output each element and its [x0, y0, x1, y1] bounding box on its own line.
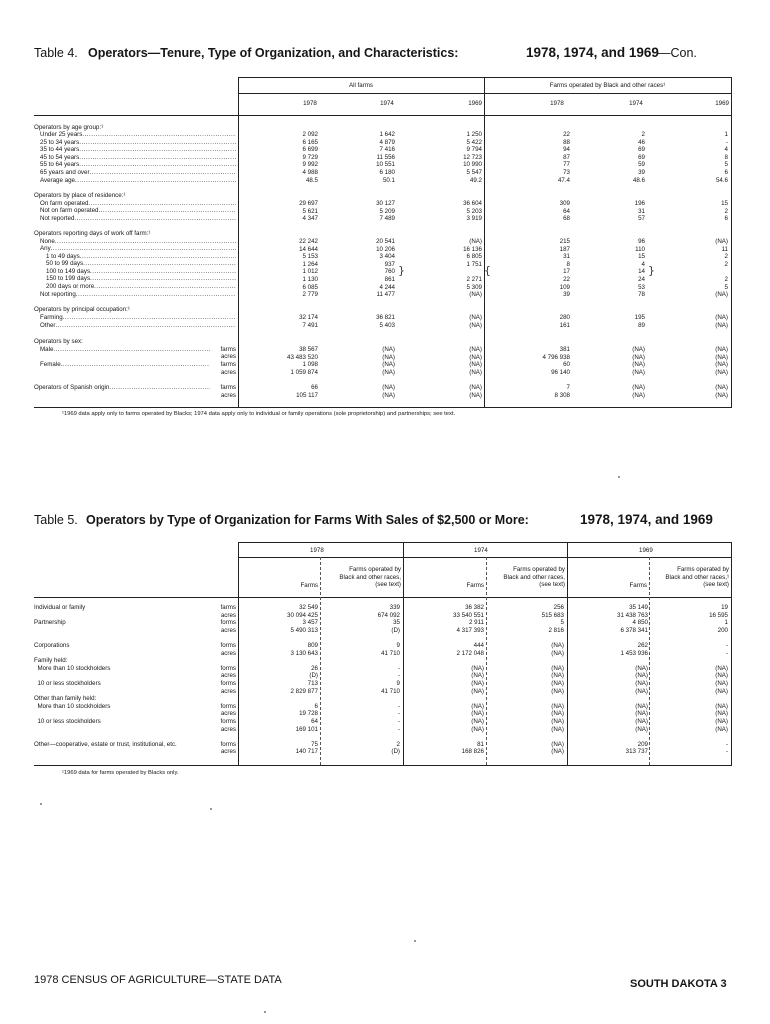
table4-row-label: Farming .....	[40, 314, 236, 322]
table4-row-label: 100 to 149 days .....	[46, 268, 236, 276]
table4-unit: acres	[220, 392, 236, 399]
table4-group-black-farms: Farms operated by Black and other races¹	[549, 82, 666, 89]
table4-row-label: 35 to 44 years .....	[40, 146, 236, 154]
table4-col-all-1969: (NA) (NA)	[469, 384, 482, 399]
table4-title-years: 1978, 1974, and 1969	[526, 45, 659, 60]
table4-row-label: Not reported .....	[40, 215, 236, 223]
table5-col-black-1974-values: 256 515 683 5 2 816 (NA) (NA) (NA) (NA) (NA) (NA) (NA) (NA) (NA) (NA) (NA) (NA)	[541, 604, 564, 756]
table4-col-all-1978: 38 567 43 483 520 1 098 1 059 874	[287, 346, 318, 376]
table5-col-black-1969: Farms operated by Black and other races,¹ (see text)	[665, 566, 729, 589]
table4-row-label: None .....	[40, 238, 236, 246]
table5-col-black-1978-values: 339 674 092 35 (D) 9 41 710 - - 9 41 710 - - - - 2 (D)	[377, 604, 400, 756]
table5-col-farms-1978-values: 32 549 30 094 425 3 457 5 490 313 809 3 130 643 26 (D) 713 2 829 877 6 19 728 64 169 101 75 140 717	[287, 604, 318, 756]
table5-title-text: Operators by Type of Organization for Farms With Sales of $2,500 or More:	[86, 513, 529, 527]
table4-col-all-1974: (NA) (NA) (NA) (NA)	[382, 346, 395, 376]
table4-col-black-1978: 280 161	[559, 314, 570, 329]
table4-col-black-1974: 196 31 57	[634, 200, 645, 223]
table5-row-labels: Individual or family Partnership Corporations Family held: More than 10 stockholders 10 or less stockholders Other than family held: More than 10 stockholders 10 or less stockholders Other—cooperative, estate or trust, institutional, etc.	[34, 604, 177, 748]
table4-row-label: 25 to 34 years .....	[40, 139, 236, 147]
table4-heading-residence: Operators by place of residence:¹	[34, 192, 126, 199]
table5-divider-1969	[567, 542, 568, 765]
table4-col-all-1974: 20 541 10 206 3 404 937 760 861 4 244 11 477	[376, 238, 395, 299]
table4-col-all-1974: 1 642 4 879 7 416 11 556 10 551 6 180 50.1	[376, 131, 395, 184]
table4-col-black-1974: 195 89	[634, 314, 645, 329]
table4-row-label: 150 to 199 days .....	[46, 275, 236, 283]
table4-col-all-1969: 1 250 5 422 9 794 12 723 10 990 5 547 49.2	[463, 131, 482, 184]
table4-col-all-1978: 29 697 5 621 4 347	[299, 200, 318, 223]
table4-col-black-1974: (NA) (NA) (NA) (NA)	[632, 346, 645, 376]
table5-col-black-1974: Farms operated by Black and other races, (see text)	[503, 566, 565, 589]
table4-col-all-1974: 30 127 5 209 7 489	[376, 200, 395, 223]
table4-unit: farms	[220, 346, 236, 353]
table4-group-divider	[484, 77, 485, 407]
table4-footnote: ¹1969 data apply only to farms operated by Blacks; 1974 data apply only to individual or family operations (sole proprietorship) and partnerships; see text.	[62, 411, 456, 417]
table4-col-all-1969: (NA) 16 136 6 805 1 751 2 271 5 309 (NA)	[463, 238, 482, 299]
table4-heading-occupation: Operators by principal occupation:¹	[34, 306, 130, 313]
brace-icon: }	[648, 264, 655, 277]
scan-speck	[210, 808, 212, 810]
brace-icon: {	[484, 264, 491, 277]
table4-header-bottom-rule	[34, 115, 732, 116]
table4-right-rule	[731, 77, 732, 407]
table4-unit: farms	[220, 361, 236, 368]
table4-heading-age: Operators by age group:¹	[34, 124, 104, 131]
table4-unit: acres	[220, 353, 236, 360]
table4-row-label: Not on farm operated .....	[40, 207, 236, 215]
table4-unit: acres	[220, 369, 236, 376]
table5-col-black-1978: Farms operated by Black and other races, (see text)	[339, 566, 401, 589]
table4-col-black-1978: 215 187 31 8 17 22 109 39	[559, 238, 570, 299]
table4-year-1969-all: 1969	[468, 100, 482, 107]
table5-bottom-rule	[34, 765, 732, 766]
table4-heading-work-off-farm: Operators reporting days of work off farm:¹	[34, 230, 151, 237]
table4-title-con: —Con.	[658, 46, 697, 60]
table4-col-black-1978: 381 4 796 938 60 96 140	[542, 346, 570, 376]
scan-speck	[40, 803, 42, 805]
table4-group-all-farms: All farms	[348, 82, 374, 89]
table4-col-all-1978: 2 092 6 165 6 699 9 729 9 992 4 988 48.5	[302, 131, 318, 184]
table5-footnote: ¹1969 data for farms operated by Blacks only.	[62, 770, 179, 776]
table4-col-all-1969: (NA) (NA)	[469, 314, 482, 329]
table5-title-years: 1978, 1974, and 1969	[580, 512, 713, 527]
table4-header-mid-rule	[238, 93, 732, 94]
table5-dashed-divider	[320, 557, 321, 765]
table5-col-farms-1969: Farms	[629, 582, 647, 589]
table5-divider-1974	[403, 542, 404, 765]
table4-col-black-1974: 96 110 15 4 14 24 53 78	[635, 238, 645, 299]
table4-col-black-1969: (NA) (NA) (NA) (NA)	[715, 346, 728, 376]
page-footer-right: SOUTH DAKOTA 3	[630, 978, 727, 990]
table4-row-label: Any .....	[40, 245, 236, 253]
table4-col-black-1974: (NA) (NA)	[632, 384, 645, 399]
table4-col-all-1978: 32 174 7 491	[299, 314, 318, 329]
table4-year-1974-black: 1974	[629, 100, 643, 107]
table4-unit: farms	[220, 384, 236, 391]
table4-year-1969-black: 1969	[715, 100, 729, 107]
table4-row-label: 200 days or more .....	[46, 283, 236, 291]
table4-title-text: Operators—Tenure, Type of Organization, and Characteristics:	[88, 46, 459, 60]
table4-row-label: Average age .....	[40, 177, 236, 185]
table4-col-black-1969: (NA) (NA)	[715, 314, 728, 329]
table5-dashed-divider	[486, 557, 487, 765]
table5-year-1969: 1969	[639, 547, 653, 554]
table4-col-black-1978: 7 8 308	[554, 384, 570, 399]
table4-row-label: 45 to 54 years .....	[40, 154, 236, 162]
table5-header-mid-rule	[238, 557, 732, 558]
table4-col-black-1978: 22 88 94 87 77 73 47.4	[557, 131, 570, 184]
table4-col-all-1969: (NA) (NA) (NA) (NA)	[469, 346, 482, 376]
table4-col-all-1969: 36 604 5 203 3 919	[463, 200, 482, 223]
table4-row-label: On farm operated .....	[40, 200, 236, 208]
page-footer-left: 1978 CENSUS OF AGRICULTURE—STATE DATA	[34, 974, 282, 986]
table4-col-all-1978: 22 242 14 644 5 153 1 264 1 012 1 130 6 085 2 779	[299, 238, 318, 299]
table5-header-top-rule	[238, 542, 732, 543]
table5-col-black-1969-values: 19 16 595 1 200 - - (NA) (NA) (NA) (NA) (NA) (NA) (NA) (NA) - -	[709, 604, 728, 756]
table4-col-black-1974: 2 46 69 69 59 39 48.6	[632, 131, 645, 184]
table4-bottom-rule	[34, 407, 732, 408]
table5-dashed-divider	[649, 557, 650, 765]
table4-row-label: 1 to 49 days .....	[46, 253, 236, 261]
scan-speck	[264, 1011, 266, 1013]
table4-year-1978-black: 1978	[550, 100, 564, 107]
table5-col-farms-1974-values: 36 382 33 540 551 2 911 4 317 393 444 2 172 048 (NA) (NA) (NA) (NA) (NA) (NA) (NA) (NA) 81 168 826	[453, 604, 484, 756]
table4-heading-sex: Operators by sex:	[34, 338, 83, 345]
brace-icon: }	[398, 264, 405, 277]
table5-col-farms-1974: Farms	[466, 582, 484, 589]
table4-row-label: 65 years and over .....	[40, 169, 236, 177]
table5-year-1978: 1978	[310, 547, 324, 554]
table4-col-all-1974: (NA) (NA)	[382, 384, 395, 399]
table4-year-1974-all: 1974	[380, 100, 394, 107]
table4-col-black-1969: 1 - 4 8 5 6 54.6	[715, 131, 728, 184]
table4-row-label: Male .....	[40, 346, 210, 354]
table4-header-top-rule	[238, 77, 732, 78]
table5-col-farms-1978: Farms	[300, 582, 318, 589]
table4-year-1978-all: 1978	[303, 100, 317, 107]
table5-right-rule	[731, 542, 732, 765]
table4-row-label: 50 to 99 days .....	[46, 260, 236, 268]
table4-row-label: Female .....	[40, 361, 210, 369]
scan-speck	[618, 476, 620, 478]
table4-row-label: Other .....	[40, 322, 236, 330]
table4-number: Table 4.	[34, 46, 78, 60]
table5-year-1974: 1974	[474, 547, 488, 554]
table5-col-farms-1969-values: 35 149 31 438 763 4 850 6 378 341 262 1 453 936 (NA) (NA) (NA) (NA) (NA) (NA) (NA) (NA) 209 313 737	[617, 604, 648, 756]
table4-col-black-1969: (NA) 11 2 2 2 5 (NA)	[715, 238, 728, 299]
table4-col-all-1974: 36 821 5 403	[376, 314, 395, 329]
table4-row-label: Operators of Spanish origin .....	[34, 384, 210, 392]
table4-col-black-1969: 15 2 6	[721, 200, 728, 223]
table5-left-rule	[238, 542, 239, 765]
table4-row-label: 55 to 64 years .....	[40, 161, 236, 169]
table4-row-label: Not reporting .....	[40, 291, 236, 299]
table4-row-label: Under 25 years .....	[40, 131, 236, 139]
table5-header-bottom-rule	[34, 597, 732, 598]
scan-speck	[414, 940, 416, 942]
table5-units: farms acres forms acres forms acres forms acres forms acres forms acres forms acres forms acres	[220, 604, 236, 756]
table5-number: Table 5.	[34, 513, 78, 527]
table4-col-black-1969: (NA) (NA)	[715, 384, 728, 399]
table4-col-black-1978: 309 64 68	[559, 200, 570, 223]
table4-col-all-1978: 66 105 117	[296, 384, 318, 399]
table4-left-rule	[238, 77, 239, 407]
